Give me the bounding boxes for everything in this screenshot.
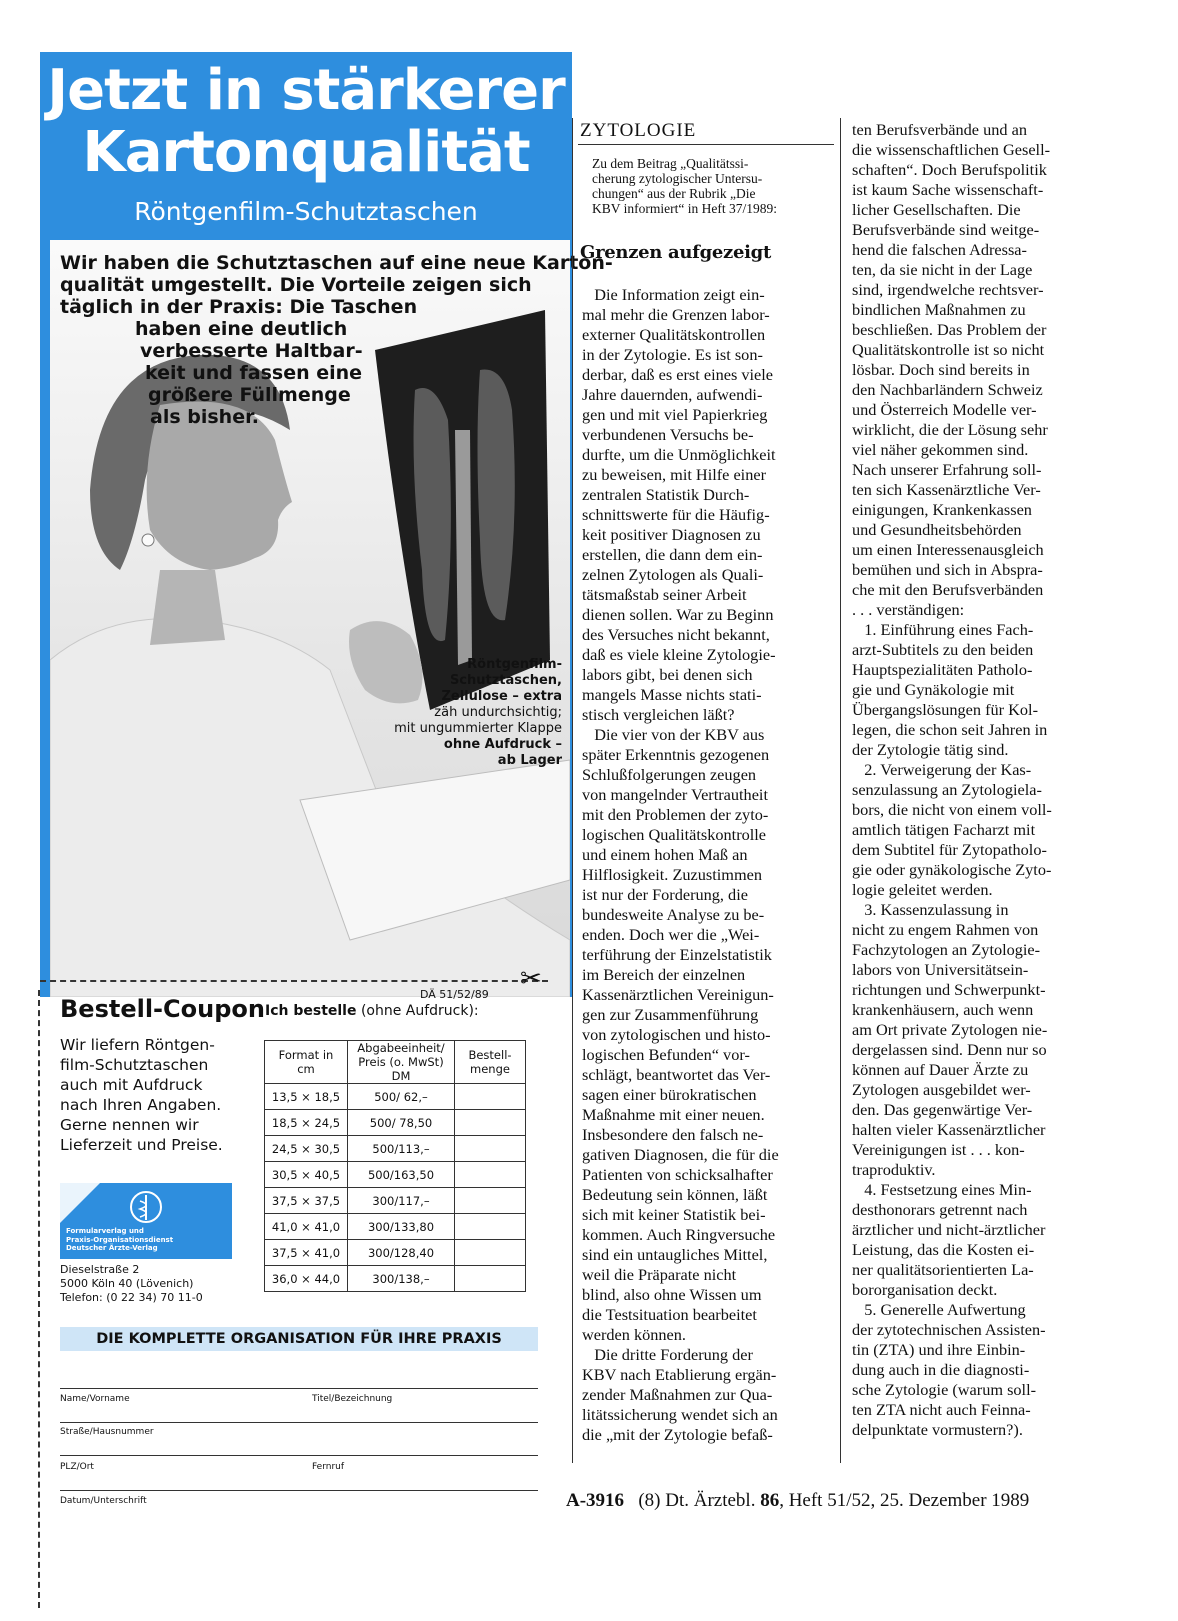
page-number: A-3916 bbox=[566, 1490, 625, 1511]
article-text-line: wirklicht, die der Lösung sehr bbox=[852, 420, 1048, 439]
article-text-line: ner qualitätsorientierten La- bbox=[852, 1260, 1034, 1279]
street-field-label: Straße/Hausnummer bbox=[60, 1427, 154, 1437]
quantity-cell[interactable] bbox=[455, 1188, 526, 1214]
coupon-info-line: auch mit Aufdruck bbox=[60, 1076, 203, 1094]
article-text-line: nicht zu engem Rahmen von bbox=[852, 920, 1039, 939]
article-column-1 bbox=[582, 285, 828, 1445]
article-text-line: Patienten von schicksalhafter bbox=[582, 1165, 773, 1184]
price-table bbox=[264, 1040, 526, 1292]
price-cell: 300/133,80 bbox=[348, 1214, 455, 1240]
article-text-line: gie oder gynäkologische Zyto- bbox=[852, 860, 1052, 879]
article-text-line: Leistung, das die Kosten ei- bbox=[852, 1240, 1035, 1259]
coupon-info-line: film-Schutztaschen bbox=[60, 1056, 209, 1074]
price-cell: 500/ 62,– bbox=[348, 1084, 455, 1110]
article-text-line: 5. Generelle Aufwertung bbox=[852, 1300, 1026, 1319]
quantity-cell[interactable] bbox=[455, 1136, 526, 1162]
article-text-line: richtungen und Schwerpunkt- bbox=[852, 980, 1046, 999]
table-row bbox=[265, 1136, 526, 1162]
table-row bbox=[265, 1240, 526, 1266]
article-text-line: 2. Verweigerung der Kas- bbox=[852, 760, 1032, 779]
ad-headline-line-2: Kartonqualität bbox=[82, 120, 530, 185]
article-text-line: bors, die nicht von einem voll- bbox=[852, 800, 1052, 819]
coupon-cut-line bbox=[40, 980, 548, 982]
article-text-line: können auf Dauer Ärzte zu bbox=[852, 1060, 1029, 1079]
article-text-line: 1. Einführung eines Fach- bbox=[852, 620, 1034, 639]
coupon-banner: DIE KOMPLETTE ORGANISATION FÜR IHRE PRAXIS bbox=[60, 1327, 538, 1351]
ad-headline bbox=[40, 60, 572, 184]
logo-line: Formularverlag und bbox=[66, 1227, 144, 1235]
article-text-line: derbar, daß es erst eines viele bbox=[582, 365, 774, 384]
article-text-line: delpunktate vormustern?). bbox=[852, 1420, 1023, 1439]
article-text-line: Nach unserer Erfahrung soll- bbox=[852, 460, 1042, 479]
article-text-line: am Ort private Zytologen nie- bbox=[852, 1020, 1048, 1039]
ad-caption-line: zäh undurchsichtig; bbox=[434, 705, 562, 720]
advertisement bbox=[40, 52, 613, 997]
article-text-line: mit den Problemen der zyto- bbox=[582, 805, 769, 824]
article-text-line: . . . verständigen: bbox=[852, 600, 965, 619]
article-text-line: Insbesondere den falsch ne- bbox=[582, 1125, 764, 1144]
article-text-line: in der Zytologie. Es ist son- bbox=[582, 345, 763, 364]
article-text-line: che mit den Berufsverbänden bbox=[852, 580, 1044, 599]
article-text-line: ten, da sie nicht in der Lage bbox=[852, 260, 1033, 279]
article-text-line: KBV nach Etablierung ergän- bbox=[582, 1365, 777, 1384]
ad-headline-line-1: Jetzt in stärkerer bbox=[47, 58, 565, 123]
ad-intro-line: Wir haben die Schutztaschen auf eine neue Karton- bbox=[60, 252, 613, 274]
price-cell: 500/113,– bbox=[348, 1136, 455, 1162]
publisher-logo bbox=[60, 1183, 232, 1259]
price-table-header bbox=[265, 1041, 526, 1084]
article-text-line: zentralen Statistik Durch- bbox=[582, 485, 750, 504]
format-cell: 41,0 × 41,0 bbox=[265, 1214, 348, 1240]
column-rule bbox=[840, 118, 841, 1463]
article-text-line: traproduktiv. bbox=[852, 1160, 936, 1179]
coupon-order-label bbox=[265, 1003, 479, 1019]
article-text-line: sind ein untaugliches Mittel, bbox=[582, 1245, 768, 1264]
ad-intro-line: keit und fassen eine bbox=[145, 362, 363, 384]
article-text-line: schlägt, beantwortet das Ver- bbox=[582, 1065, 771, 1084]
article-text-line: der Zytologie tätig sind. bbox=[852, 740, 1009, 759]
ad-product-caption bbox=[322, 657, 562, 769]
article-text-line: licher Gesellschaften. Die bbox=[852, 200, 1021, 219]
article-text-line: externer Qualitätskontrollen bbox=[582, 325, 766, 344]
article-text-line: schaften“. Doch Berufspolitik bbox=[852, 160, 1047, 179]
format-cell: 36,0 × 44,0 bbox=[265, 1266, 348, 1292]
ad-subheadline: Röntgenfilm-Schutztaschen bbox=[134, 197, 478, 226]
article-text-line: um einen Interessenausgleich bbox=[852, 540, 1044, 559]
price-cell: 500/ 78,50 bbox=[348, 1110, 455, 1136]
ad-caption-line: Zellulose – extra bbox=[441, 689, 562, 704]
article-column-2 bbox=[852, 120, 1100, 1440]
coupon-info-line: Lieferzeit und Preise. bbox=[60, 1136, 223, 1154]
article-text-line: Hauptspezialitäten Patholo- bbox=[852, 660, 1033, 679]
order-label-bold: Ich bestelle bbox=[265, 1003, 357, 1019]
logo-line: Deutscher Ärzte-Verlag bbox=[66, 1244, 158, 1252]
article-text-line: bemühen und sich in Abspra- bbox=[852, 560, 1043, 579]
table-row bbox=[265, 1188, 526, 1214]
article-text-line: ärztlicher und nicht-ärztlicher bbox=[852, 1220, 1046, 1239]
article-text-line: tin (ZTA) und ihre Einbin- bbox=[852, 1340, 1026, 1359]
address-line: 5000 Köln 40 (Lövenich) bbox=[60, 1277, 194, 1290]
article-text-line: logischen Befunden“ vor- bbox=[582, 1045, 750, 1064]
article-text-line: beschließen. Das Problem der bbox=[852, 320, 1047, 339]
form-line bbox=[60, 1490, 538, 1491]
article-text-line: die „mit der Zytologie befaß- bbox=[582, 1425, 773, 1444]
quantity-cell[interactable] bbox=[455, 1240, 526, 1266]
order-label-rest: (ohne Aufdruck): bbox=[360, 1003, 479, 1019]
article-text-line: den. Das gegenwärtige Ver- bbox=[852, 1100, 1033, 1119]
article-text-line: daß es viele kleine Zytologie- bbox=[582, 645, 776, 664]
article-text-line: von mangelnder Vertrautheit bbox=[582, 785, 768, 804]
form-line bbox=[60, 1422, 538, 1423]
logo-text bbox=[66, 1227, 173, 1253]
article-text-line: amtlich tätigen Facharzt mit bbox=[852, 820, 1036, 839]
article-text-line: Bedeutung sein können, läßt bbox=[582, 1185, 768, 1204]
article-text-line: des Versuches nicht bekannt, bbox=[582, 625, 770, 644]
reference-note-line: cherung zytologischer Untersu- bbox=[592, 171, 763, 186]
col-header-price: Abgabeeinheit/ Preis (o. MwSt) DM bbox=[348, 1041, 455, 1084]
table-row bbox=[265, 1266, 526, 1292]
article-text-line: stisch vergleichen läßt? bbox=[582, 705, 735, 724]
article-text-line: den Nachbarländern Schweiz bbox=[852, 380, 1043, 399]
article-text-line: einigungen, Krankenkassen bbox=[852, 500, 1032, 519]
article-text-line: werden können. bbox=[582, 1325, 686, 1344]
article-text-line: 3. Kassenzulassung in bbox=[852, 900, 1009, 919]
reference-note bbox=[592, 156, 824, 216]
ad-caption-line: mit ungummierter Klappe bbox=[394, 721, 562, 736]
col-header-quantity: Bestell-menge bbox=[455, 1041, 526, 1084]
coupon-info-line: Gerne nennen wir bbox=[60, 1116, 199, 1134]
page-footer bbox=[566, 1490, 1029, 1512]
article-text-line: weil die Präparate nicht bbox=[582, 1265, 737, 1284]
article-text-line: Hilflosigkeit. Zuzustimmen bbox=[582, 865, 762, 884]
article-text-line: ten sich Kassenärztliche Ver- bbox=[852, 480, 1041, 499]
article-text-line: sche Zytologie (warum soll- bbox=[852, 1380, 1037, 1399]
article-text-line: logischen Qualitätskontrolle bbox=[582, 825, 767, 844]
form-line bbox=[60, 1388, 538, 1389]
address-line: Telefon: (0 22 34) 70 11-0 bbox=[60, 1291, 203, 1304]
coupon-info-line: Wir liefern Röntgen- bbox=[60, 1036, 215, 1054]
reference-note-line: KBV informiert“ in Heft 37/1989: bbox=[592, 201, 777, 216]
title-field-label: Titel/Bezeichnung bbox=[312, 1394, 393, 1404]
coupon-title: Bestell-Coupon bbox=[60, 995, 265, 1023]
phone-field-label: Fernruf bbox=[312, 1462, 345, 1472]
article-text-line: von zytologischen und histo- bbox=[582, 1025, 771, 1044]
article-text-line: zelnen Zytologen als Quali- bbox=[582, 565, 764, 584]
address-line: Dieselstraße 2 bbox=[60, 1263, 140, 1276]
form-line bbox=[60, 1455, 538, 1456]
article-text-line: labors von Universitätsein- bbox=[852, 960, 1029, 979]
article-text-line: Berufsverbände sind weitge- bbox=[852, 220, 1040, 239]
article-text-line: bororganisation deckt. bbox=[852, 1280, 998, 1299]
article-text-line: sagen einer bürokratischen bbox=[582, 1085, 757, 1104]
coupon-info-text bbox=[60, 1035, 255, 1155]
article-text-line: logie geleitet werden. bbox=[852, 880, 993, 899]
issue-date: , Heft 51/52, 25. Dezember 1989 bbox=[779, 1490, 1030, 1511]
col-header-format: Format in cm bbox=[265, 1041, 348, 1084]
format-cell: 18,5 × 24,5 bbox=[265, 1110, 348, 1136]
article-headline: Grenzen aufgezeigt bbox=[580, 242, 771, 263]
article-text-line: bundesweite Analyse zu be- bbox=[582, 905, 765, 924]
table-row bbox=[265, 1084, 526, 1110]
article-text-line: Vereinigungen ist . . . kon- bbox=[852, 1140, 1025, 1159]
article-text-line: die Testsituation bearbeitet bbox=[582, 1305, 757, 1324]
article-text-line: senzulassung an Zytologiela- bbox=[852, 780, 1042, 799]
article-text-line: im Bereich der einzelnen bbox=[582, 965, 746, 984]
article-text-line: arzt-Subtitels zu den beiden bbox=[852, 640, 1034, 659]
quantity-cell[interactable] bbox=[455, 1214, 526, 1240]
article-text-line: Die vier von der KBV aus bbox=[582, 725, 765, 744]
article-text-line: bindlichen Maßnahmen zu bbox=[852, 300, 1026, 319]
price-cell: 300/117,– bbox=[348, 1188, 455, 1214]
journal-name: (8) Dt. Ärztebl. bbox=[638, 1490, 756, 1511]
article-text-line: dienen sollen. War zu Beginn bbox=[582, 605, 774, 624]
article-text-line: ten Berufsverbände und an bbox=[852, 120, 1027, 139]
article-text-line: Die dritte Forderung der bbox=[582, 1345, 753, 1364]
article-text-line: schnittswerte für die Häufig- bbox=[582, 505, 770, 524]
ad-intro-line: qualität umgestellt. Die Vorteile zeigen sich bbox=[60, 274, 532, 296]
format-cell: 30,5 × 40,5 bbox=[265, 1162, 348, 1188]
article-text-line: zender Maßnahmen zur Qua- bbox=[582, 1385, 773, 1404]
article-text-line: durfte, um die Unmöglichkeit bbox=[582, 445, 776, 464]
article-text-line: Zytologen ausgebildet wer- bbox=[852, 1080, 1031, 1099]
article-text-line: dung auch in die diagnosti- bbox=[852, 1360, 1030, 1379]
article-text-line: sind, irgendwelche rechtsver- bbox=[852, 280, 1044, 299]
column-rule bbox=[572, 118, 573, 1463]
city-field-label: PLZ/Ort bbox=[60, 1462, 94, 1472]
article-text-line: hend die falschen Adressa- bbox=[852, 240, 1027, 259]
price-cell: 500/163,50 bbox=[348, 1162, 455, 1188]
article-text-line: desthonorars getrennt nach bbox=[852, 1200, 1028, 1219]
ad-intro-text bbox=[60, 252, 613, 428]
article-text-line: litätssicherung wendet sich an bbox=[582, 1405, 778, 1424]
article-text-line: und Österreich Modelle ver- bbox=[852, 400, 1037, 419]
quantity-cell[interactable] bbox=[455, 1110, 526, 1136]
format-cell: 24,5 × 30,5 bbox=[265, 1136, 348, 1162]
logo-line: Praxis-Organisationsdienst bbox=[66, 1235, 174, 1244]
article-text-line: und Gesundheitsbehörden bbox=[852, 520, 1022, 539]
article-text-line: später Erkenntnis gezogenen bbox=[582, 745, 770, 764]
article-text-line: Schlußfolgerungen zeugen bbox=[582, 765, 757, 784]
article-text-line: ist kaum Sache wissenschaft- bbox=[852, 180, 1044, 199]
article-text-line: gen und mit viel Papierkrieg bbox=[582, 405, 768, 424]
section-label: ZYTOLOGIE bbox=[580, 120, 697, 141]
publisher-address bbox=[60, 1263, 203, 1305]
format-cell: 13,5 × 18,5 bbox=[265, 1084, 348, 1110]
coupon-cut-line-vertical bbox=[38, 990, 40, 1608]
coupon-code: DÄ 51/52/89 bbox=[420, 988, 489, 1001]
article-text-line: gie und Gynäkologie mit bbox=[852, 680, 1015, 699]
article-text-line: terführung der Einzelstatistik bbox=[582, 945, 772, 964]
table-row bbox=[265, 1110, 526, 1136]
ad-intro-line: größere Füllmenge bbox=[148, 384, 351, 406]
article-text-line: Die Information zeigt ein- bbox=[582, 285, 765, 304]
table-row bbox=[265, 1162, 526, 1188]
price-cell: 300/128,40 bbox=[348, 1240, 455, 1266]
article-text-line: kommen. Auch Ringversuche bbox=[582, 1225, 776, 1244]
article-text-line: die wissenschaftlichen Gesell- bbox=[852, 140, 1051, 159]
ad-intro-line: verbesserte Haltbar- bbox=[140, 340, 363, 362]
article-text-line: gativen Diagnosen, die für die bbox=[582, 1145, 779, 1164]
article-text-line: Fachzytologen an Zytologie- bbox=[852, 940, 1041, 959]
ad-caption-line: Röntgenfilm- bbox=[467, 657, 562, 672]
article-text-line: blind, also ohne Wissen um bbox=[582, 1285, 762, 1304]
article-text-line: und einem hohen Maß an bbox=[582, 845, 748, 864]
ad-caption-line: ohne Aufdruck – bbox=[443, 737, 562, 752]
article-text-line: gen zur Zusammenführung bbox=[582, 1005, 759, 1024]
article-text-line: labors gibt, bei denen sich bbox=[582, 665, 753, 684]
article-text-line: Kassenärztlichen Vereinigun- bbox=[582, 985, 774, 1004]
article-text-line: zu beweisen, mit Hilfe einer bbox=[582, 465, 766, 484]
price-cell: 300/138,– bbox=[348, 1266, 455, 1292]
article-text-line: sich mit keiner Statistik bei- bbox=[582, 1205, 766, 1224]
article-text-line: 4. Festsetzung eines Min- bbox=[852, 1180, 1032, 1199]
ad-caption-line: Schutztaschen, bbox=[449, 673, 562, 688]
article-text-line: mangels Masse nichts stati- bbox=[582, 685, 762, 704]
article-text-line: lösbar. Doch sind bereits in bbox=[852, 360, 1030, 379]
quantity-cell[interactable] bbox=[455, 1266, 526, 1292]
article-text-line: halten vieler Kassenärztlicher bbox=[852, 1120, 1046, 1139]
article-text-line: ten ZTA nicht auch Feinna- bbox=[852, 1400, 1031, 1419]
article-text-line: ist nur der Forderung, die bbox=[582, 885, 748, 904]
ad-intro-line: haben eine deutlich bbox=[135, 318, 348, 340]
reference-note-line: chungen“ aus der Rubrik „Die bbox=[592, 186, 756, 201]
format-cell: 37,5 × 41,0 bbox=[265, 1240, 348, 1266]
article-text-line: legen, die schon seit Jahren in bbox=[852, 720, 1048, 739]
article-text-line: dem Subtitel für Zytopatholo- bbox=[852, 840, 1047, 859]
quantity-cell[interactable] bbox=[455, 1084, 526, 1110]
article-text-line: viel näher gekommen sind. bbox=[852, 440, 1029, 459]
article-text-line: keit positiver Diagnosen zu bbox=[582, 525, 761, 544]
article-text-line: enden. Doch wer die „Wei- bbox=[582, 925, 760, 944]
date-signature-field-label: Datum/Unterschrift bbox=[60, 1496, 147, 1506]
article-text-line: erstellen, die dann dem ein- bbox=[582, 545, 763, 564]
ad-intro-line: täglich in der Praxis: Die Taschen bbox=[60, 296, 418, 318]
article-text-line: tätsmaßstab seiner Arbeit bbox=[582, 585, 747, 604]
name-field-label: Name/Vorname bbox=[60, 1394, 130, 1404]
table-row bbox=[265, 1214, 526, 1240]
journal-volume: 86 bbox=[760, 1490, 780, 1511]
article-text-line: Qualitätskontrolle ist so nicht bbox=[852, 340, 1045, 359]
format-cell: 37,5 × 37,5 bbox=[265, 1188, 348, 1214]
article-text-line: mal mehr die Grenzen labor- bbox=[582, 305, 770, 324]
article-text-line: krankenhäusern, auch wenn bbox=[852, 1000, 1034, 1019]
article-text-line: Übergangslösungen für Kol- bbox=[852, 700, 1038, 719]
reference-note-line: Zu dem Beitrag „Qualitätssi- bbox=[592, 156, 749, 171]
coupon-info-line: nach Ihren Angaben. bbox=[60, 1096, 222, 1114]
ad-caption-line: ab Lager bbox=[497, 753, 562, 768]
quantity-cell[interactable] bbox=[455, 1162, 526, 1188]
article-text-line: dergelassen sind. Denn nur so bbox=[852, 1040, 1047, 1059]
article-text-line: Jahre dauernden, aufwendi- bbox=[582, 385, 763, 404]
article-text-line: verbundenen Versuchs be- bbox=[582, 425, 754, 444]
section-underline bbox=[578, 144, 834, 145]
article-text-line: der zytotechnischen Assisten- bbox=[852, 1320, 1046, 1339]
scissors-icon: ✂ bbox=[520, 964, 542, 994]
ad-intro-line: als bisher. bbox=[150, 406, 259, 428]
article-text-line: Maßnahme mit einer neuen. bbox=[582, 1105, 765, 1124]
